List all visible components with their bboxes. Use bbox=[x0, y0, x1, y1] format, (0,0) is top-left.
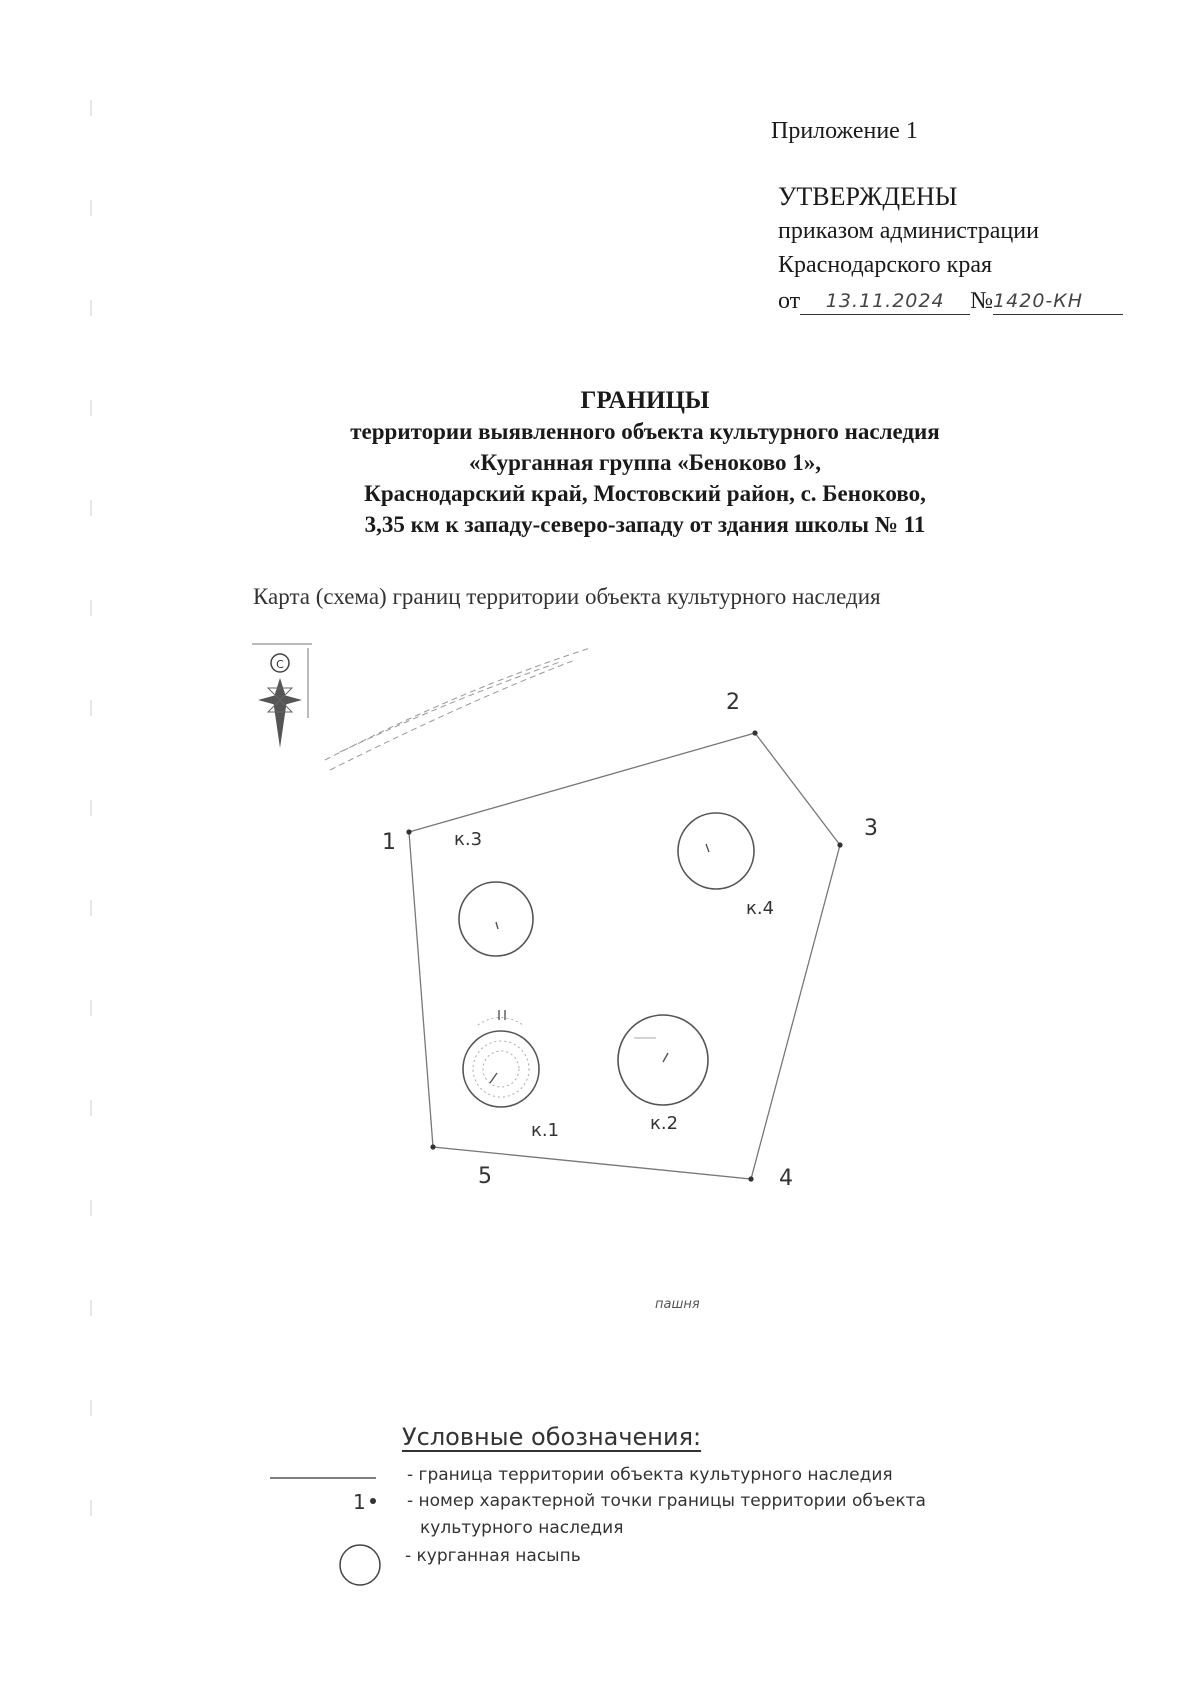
legend-item-point: - номер характерной точки границы территории объекта bbox=[407, 1491, 926, 1511]
mound-k1 bbox=[463, 1031, 539, 1107]
title-line-4: 3,35 км к западу-северо-западу от здания школы № 11 bbox=[364, 512, 926, 537]
approved-line-1: приказом администрации bbox=[778, 218, 1039, 244]
approved-line-2: Краснодарского края bbox=[778, 252, 993, 278]
compass-north-letter: С bbox=[276, 658, 284, 671]
date-value: 13.11.2024 bbox=[800, 290, 970, 315]
point-label-5: 5 bbox=[478, 1164, 492, 1189]
appendix-label: Приложение 1 bbox=[771, 118, 918, 144]
point-label-3: 3 bbox=[864, 816, 878, 841]
title-main: ГРАНИЦЫ bbox=[580, 387, 710, 414]
mound-label-k4: к.4 bbox=[746, 898, 775, 919]
mound-k2 bbox=[618, 1015, 708, 1105]
title-line-3: Краснодарский край, Мостовский район, с. Беноково, bbox=[364, 481, 926, 506]
legend-item-boundary: - граница территории объекта культурного наследия bbox=[407, 1465, 893, 1485]
point-label-1: 1 bbox=[382, 830, 396, 855]
mound-k3 bbox=[459, 882, 533, 956]
point-label-2: 2 bbox=[726, 690, 740, 715]
legend-title: Условные обозначения: bbox=[402, 1423, 702, 1451]
title-line-1: территории выявленного объекта культурного наследия bbox=[350, 419, 940, 444]
number-prefix: № bbox=[970, 288, 994, 314]
legend-item-mound: - курганная насыпь bbox=[405, 1546, 581, 1566]
mound-label-k2: к.2 bbox=[650, 1113, 679, 1134]
mound-shading bbox=[473, 1018, 656, 1098]
approved-heading: УТВЕРЖДЕНЫ bbox=[778, 182, 958, 211]
date-prefix: от bbox=[778, 288, 801, 314]
legend-point-number: 1 bbox=[353, 1490, 366, 1514]
mound-label-k3: к.3 bbox=[454, 829, 483, 850]
number-value: 1420-КН bbox=[993, 290, 1123, 315]
mound-k4 bbox=[678, 813, 754, 889]
boundary-points bbox=[406, 730, 842, 1181]
map-caption: Карта (схема) границ территории объекта культурного наследия bbox=[253, 584, 881, 609]
point-label-4: 4 bbox=[779, 1166, 793, 1191]
mound-label-k1: к.1 bbox=[531, 1120, 560, 1141]
territory-boundary bbox=[409, 733, 840, 1179]
burial-mounds bbox=[459, 813, 754, 1107]
title-line-2: «Курганная группа «Беноково 1», bbox=[468, 450, 822, 475]
legend-item-point-cont: культурного наследия bbox=[420, 1518, 624, 1538]
field-label: пашня bbox=[655, 1297, 700, 1312]
road-lines bbox=[325, 648, 590, 770]
mound-tick-marks bbox=[490, 844, 709, 1083]
